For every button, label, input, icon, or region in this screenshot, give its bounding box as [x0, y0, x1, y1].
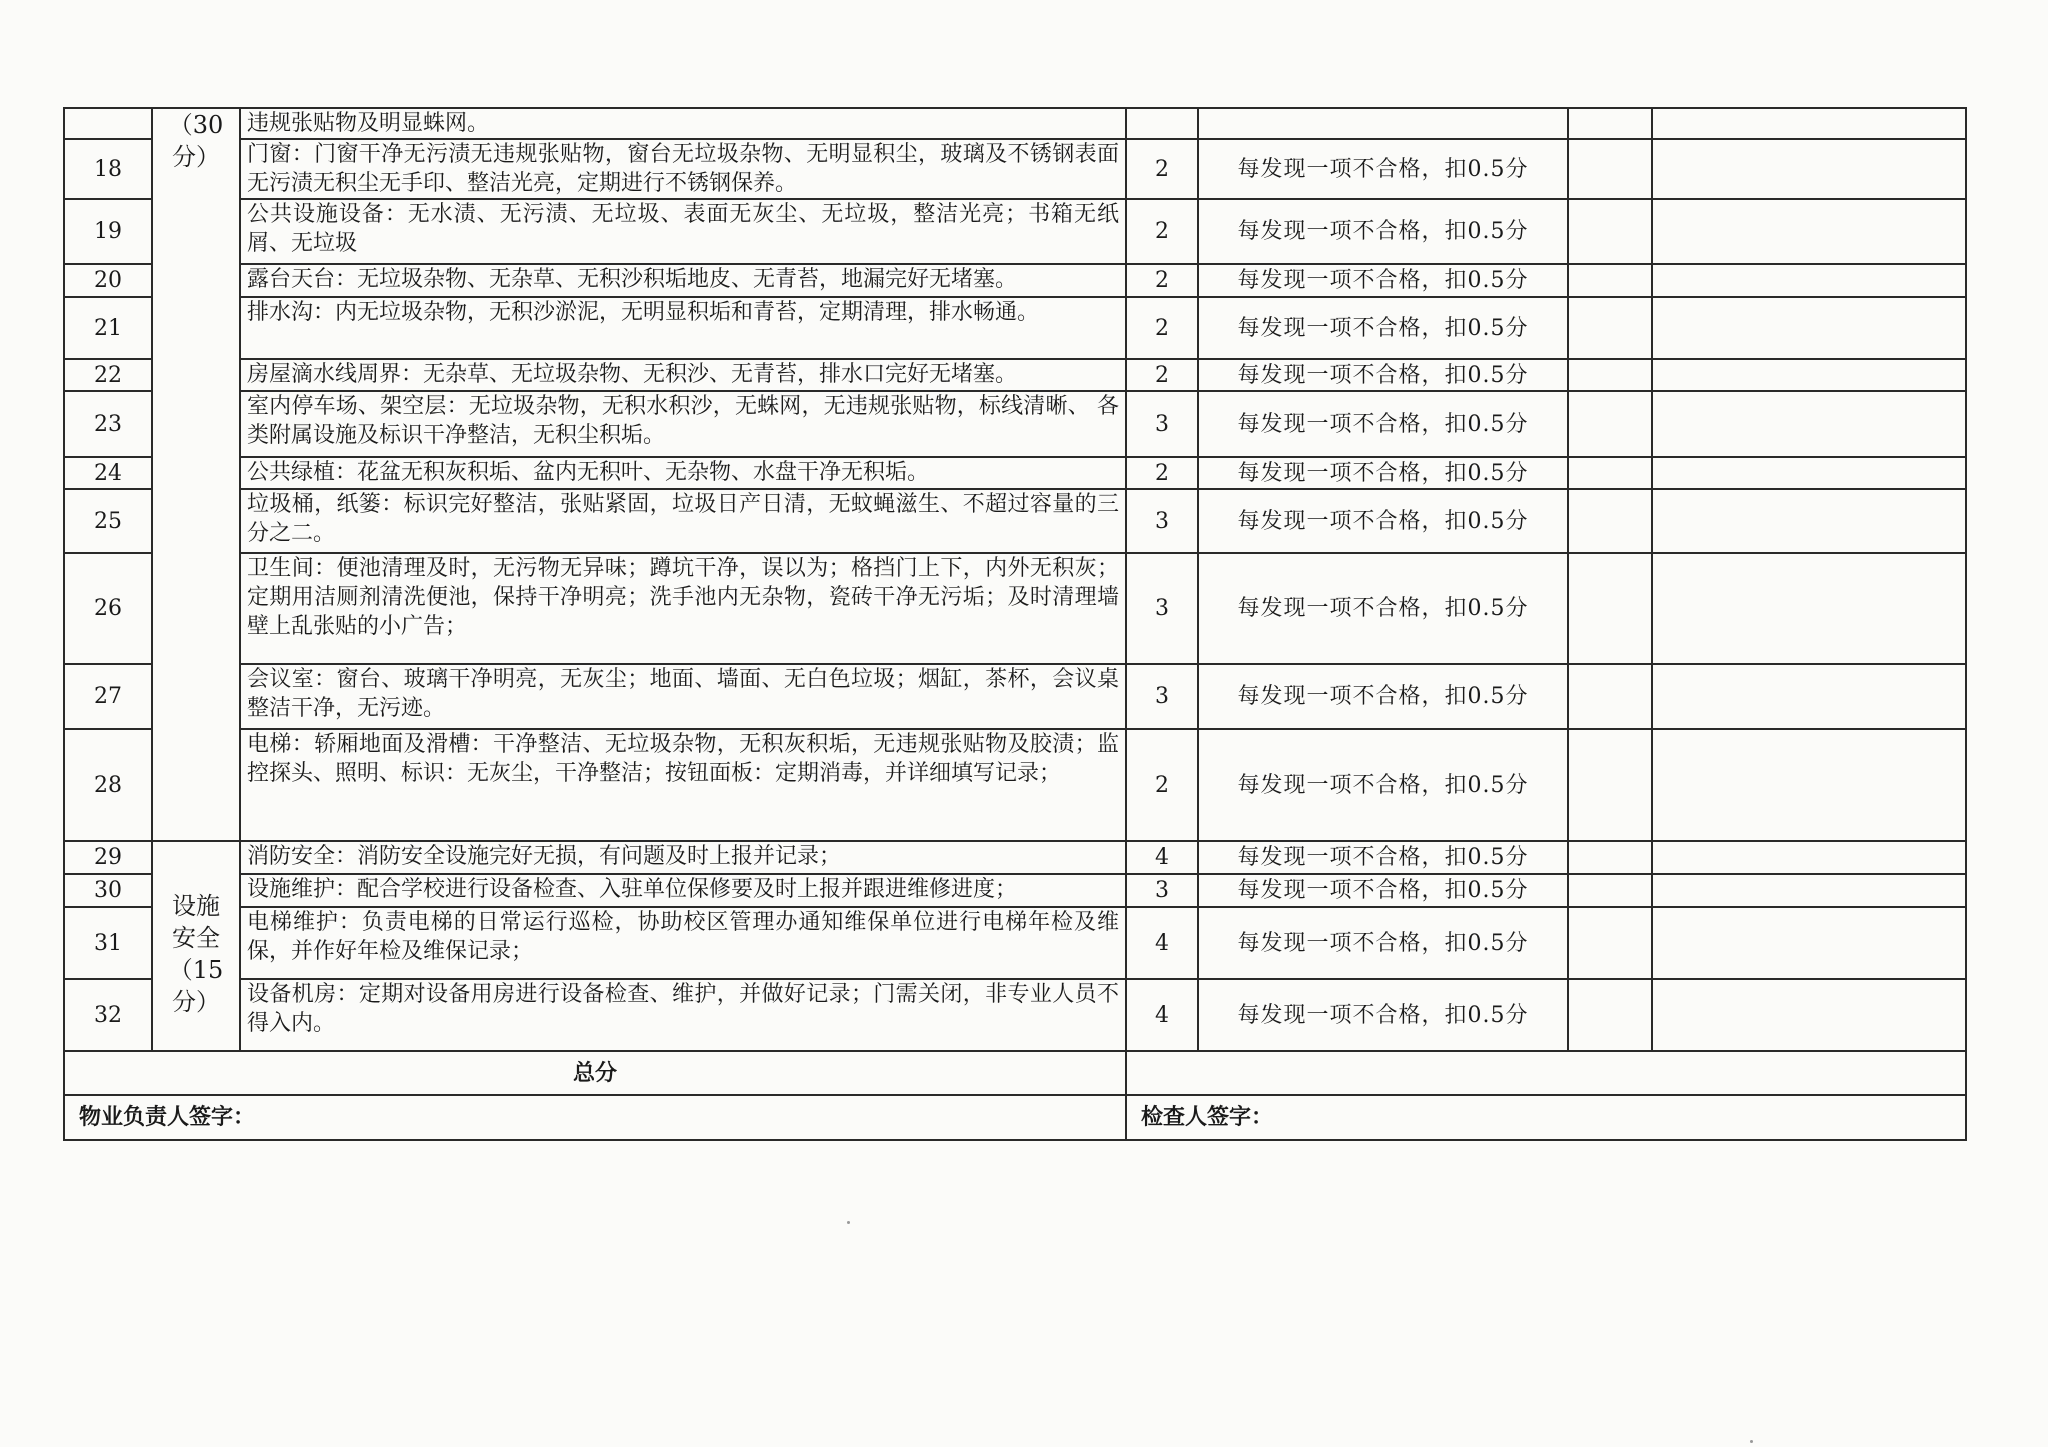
deduction-rule: 每发现一项不合格，扣0.5分: [1198, 359, 1568, 391]
standard-text: 房屋滴水线周界：无杂草、无垃圾杂物、无积沙、无青苔，排水口完好无堵塞。: [240, 359, 1126, 391]
property-manager-signature: 物业负责人签字：: [64, 1095, 1126, 1140]
row-number: 31: [64, 907, 152, 979]
deduction-rule: 每发现一项不合格，扣0.5分: [1198, 457, 1568, 489]
deduction-cell: [1568, 457, 1652, 489]
deduction-rule: 每发现一项不合格，扣0.5分: [1198, 489, 1568, 553]
score-cell: 2: [1126, 297, 1198, 359]
row-number: 30: [64, 874, 152, 907]
score-cell: 4: [1126, 841, 1198, 874]
scan-speck: [847, 1221, 850, 1224]
scan-speck: [1750, 1440, 1753, 1443]
score-cell: 2: [1126, 199, 1198, 264]
remark-cell: [1652, 391, 1966, 457]
remark-cell: [1652, 457, 1966, 489]
standard-text: 排水沟：内无垃圾杂物，无积沙淤泥，无明显积垢和青苔，定期清理，排水畅通。: [240, 297, 1126, 359]
deduction-rule: 每发现一项不合格，扣0.5分: [1198, 297, 1568, 359]
score-cell: 4: [1126, 907, 1198, 979]
table-row: [64, 391, 1966, 457]
deduction-rule: [1198, 108, 1568, 139]
signature-row: [64, 1095, 1966, 1140]
score-cell: 3: [1126, 874, 1198, 907]
deduction-cell: [1568, 553, 1652, 664]
deduction-cell: [1568, 391, 1652, 457]
row-number: 20: [64, 264, 152, 297]
category-label: 设施安全（15分）: [168, 892, 224, 1016]
table-row: [64, 199, 1966, 264]
score-cell: 2: [1126, 359, 1198, 391]
table-row: [64, 841, 1966, 874]
table-row: [64, 108, 1966, 139]
score-cell: 2: [1126, 457, 1198, 489]
table-row: [64, 874, 1966, 907]
row-number: 23: [64, 391, 152, 457]
score-cell: 2: [1126, 729, 1198, 841]
row-number: 24: [64, 457, 152, 489]
table-row: [64, 664, 1966, 729]
row-number: 22: [64, 359, 152, 391]
standard-text: 露台天台：无垃圾杂物、无杂草、无积沙积垢地皮、无青苔，地漏完好无堵塞。: [240, 264, 1126, 297]
standard-text: 公共设施设备：无水渍、无污渍、无垃圾、表面无灰尘、无垃圾，整洁光亮；书箱无纸屑、无垃圾: [240, 199, 1126, 264]
score-cell: 3: [1126, 553, 1198, 664]
remark-cell: [1652, 553, 1966, 664]
deduction-rule: 每发现一项不合格，扣0.5分: [1198, 841, 1568, 874]
standard-text: 设备机房：定期对设备用房进行设备检查、维护，并做好记录；门需关闭，非专业人员不得入内。: [240, 979, 1126, 1051]
score-cell: 4: [1126, 979, 1198, 1051]
deduction-rule: 每发现一项不合格，扣0.5分: [1198, 907, 1568, 979]
remark-cell: [1652, 489, 1966, 553]
score-cell: 3: [1126, 391, 1198, 457]
deduction-cell: [1568, 359, 1652, 391]
standard-text: 门窗：门窗干净无污渍无违规张贴物，窗台无垃圾杂物、无明显积尘，玻璃及不锈钢表面无污渍无积尘无手印、整洁光亮，定期进行不锈钢保养。: [240, 139, 1126, 199]
standard-text: 电梯维护：负责电梯的日常运行巡检，协助校区管理办通知维保单位进行电梯年检及维保，并作好年检及维保记录；: [240, 907, 1126, 979]
deduction-rule: 每发现一项不合格，扣0.5分: [1198, 199, 1568, 264]
standard-text: 室内停车场、架空层：无垃圾杂物，无积水积沙，无蛛网，无违规张贴物，标线清晰、 各类附属设施及标识干净整洁，无积尘积垢。: [240, 391, 1126, 457]
standard-text: 垃圾桶，纸篓：标识完好整洁，张贴紧固，垃圾日产日清，无蚊蝇滋生、不超过容量的三分之二。: [240, 489, 1126, 553]
deduction-cell: [1568, 264, 1652, 297]
total-value-cell: [1126, 1051, 1966, 1095]
table-body: [64, 108, 1966, 1140]
remark-cell: [1652, 841, 1966, 874]
standard-text: 会议室：窗台、玻璃干净明亮，无灰尘；地面、墙面、无白色垃圾；烟缸，茶杯，会议桌整洁干净，无污迹。: [240, 664, 1126, 729]
table-row: [64, 489, 1966, 553]
table-row: [64, 979, 1966, 1051]
remark-cell: [1652, 264, 1966, 297]
deduction-cell: [1568, 979, 1652, 1051]
table-row: [64, 297, 1966, 359]
total-row: [64, 1051, 1966, 1095]
table-row: [64, 457, 1966, 489]
row-number: 32: [64, 979, 152, 1051]
score-cell: 3: [1126, 489, 1198, 553]
row-number: 28: [64, 729, 152, 841]
deduction-cell: [1568, 664, 1652, 729]
deduction-rule: 每发现一项不合格，扣0.5分: [1198, 264, 1568, 297]
deduction-rule: 每发现一项不合格，扣0.5分: [1198, 979, 1568, 1051]
deduction-cell: [1568, 729, 1652, 841]
standard-text: 消防安全：消防安全设施完好无损，有问题及时上报并记录；: [240, 841, 1126, 874]
remark-cell: [1652, 139, 1966, 199]
deduction-rule: 每发现一项不合格，扣0.5分: [1198, 391, 1568, 457]
category-cell-hygiene: [152, 108, 240, 841]
remark-cell: [1652, 664, 1966, 729]
remark-cell: [1652, 359, 1966, 391]
row-number: 29: [64, 841, 152, 874]
score-cell: 3: [1126, 664, 1198, 729]
table-row: [64, 359, 1966, 391]
table-row: [64, 264, 1966, 297]
table-row: [64, 729, 1966, 841]
table-row: [64, 553, 1966, 664]
deduction-rule: 每发现一项不合格，扣0.5分: [1198, 729, 1568, 841]
remark-cell: [1652, 907, 1966, 979]
inspection-score-table: [63, 107, 1967, 1141]
score-cell: 2: [1126, 139, 1198, 199]
standard-text: 卫生间：便池清理及时，无污物无异味；蹲坑干净，误以为；格挡门上下，内外无积灰；定期用洁厕剂清洗便池，保持干净明亮；洗手池内无杂物，瓷砖干净无污垢；及时清理墙壁上乱张贴的小广告；: [240, 553, 1126, 664]
deduction-cell: [1568, 907, 1652, 979]
standard-text: 违规张贴物及明显蛛网。: [240, 108, 1126, 139]
deduction-rule: 每发现一项不合格，扣0.5分: [1198, 139, 1568, 199]
category-label: （30分）: [168, 111, 224, 171]
row-number: [64, 108, 152, 139]
row-number: 21: [64, 297, 152, 359]
remark-cell: [1652, 108, 1966, 139]
deduction-rule: 每发现一项不合格，扣0.5分: [1198, 874, 1568, 907]
deduction-cell: [1568, 297, 1652, 359]
row-number: 27: [64, 664, 152, 729]
score-cell: [1126, 108, 1198, 139]
deduction-cell: [1568, 108, 1652, 139]
remark-cell: [1652, 979, 1966, 1051]
deduction-cell: [1568, 199, 1652, 264]
score-cell: 2: [1126, 264, 1198, 297]
remark-cell: [1652, 874, 1966, 907]
standard-text: 公共绿植：花盆无积灰积垢、盆内无积叶、无杂物、水盘干净无积垢。: [240, 457, 1126, 489]
deduction-cell: [1568, 874, 1652, 907]
table-row: [64, 907, 1966, 979]
remark-cell: [1652, 297, 1966, 359]
total-label: 总分: [64, 1051, 1126, 1095]
deduction-cell: [1568, 489, 1652, 553]
deduction-cell: [1568, 139, 1652, 199]
row-number: 26: [64, 553, 152, 664]
row-number: 25: [64, 489, 152, 553]
category-cell-facility: [152, 841, 240, 1051]
deduction-rule: 每发现一项不合格，扣0.5分: [1198, 553, 1568, 664]
standard-text: 设施维护：配合学校进行设备检查、入驻单位保修要及时上报并跟进维修进度；: [240, 874, 1126, 907]
deduction-rule: 每发现一项不合格，扣0.5分: [1198, 664, 1568, 729]
remark-cell: [1652, 729, 1966, 841]
table-row: [64, 139, 1966, 199]
row-number: 19: [64, 199, 152, 264]
remark-cell: [1652, 199, 1966, 264]
deduction-cell: [1568, 841, 1652, 874]
standard-text: 电梯：轿厢地面及滑槽：干净整洁、无垃圾杂物，无积灰积垢，无违规张贴物及胶渍；监控探头、照明、标识：无灰尘，干净整洁；按钮面板：定期消毒，并详细填写记录；: [240, 729, 1126, 841]
row-number: 18: [64, 139, 152, 199]
inspector-signature: 检查人签字：: [1126, 1095, 1966, 1140]
